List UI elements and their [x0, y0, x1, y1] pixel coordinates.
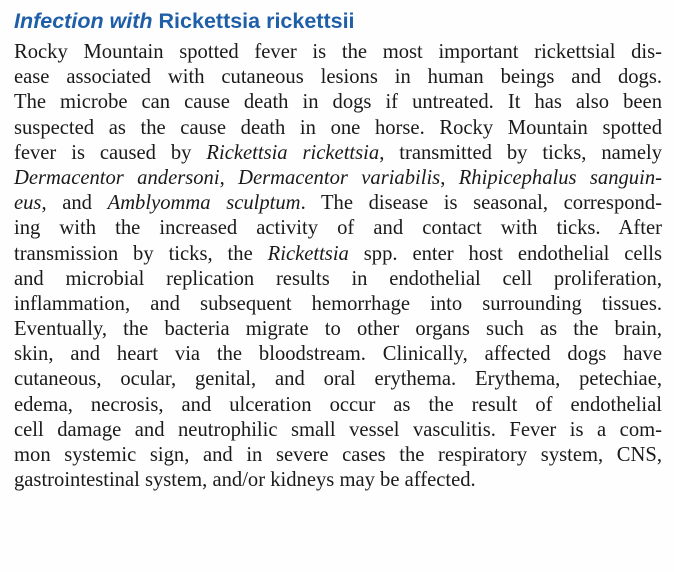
text-line: [14, 292, 662, 317]
text-line: [14, 166, 662, 191]
heading-organism: Rickettsia rickettsii: [158, 9, 355, 33]
italic-term: Rhipicephalus sanguin-: [458, 166, 662, 189]
text-run: , transmitted by ticks, namely: [379, 141, 662, 164]
text-run: and microbial replication results in endothelial cell proliferation,: [14, 267, 662, 290]
text-run: fever is caused by: [14, 141, 207, 164]
text-line: [14, 468, 662, 493]
text-line: [14, 342, 662, 367]
text-run: Rocky Mountain spotted fever is the most important rickettsial dis-: [14, 41, 662, 63]
text-run: The microbe can cause death in dogs if untreated. It has also been: [14, 91, 662, 114]
italic-term: Rickettsia: [267, 242, 349, 265]
text-line: [14, 317, 662, 342]
text-run: ease associated with cutaneous lesions in human beings and dogs.: [14, 66, 662, 89]
text-run: Eventually, the bacteria migrate to other organs such as the brain,: [14, 318, 662, 341]
text-run: ,: [219, 166, 239, 189]
heading-lead: Infection with: [14, 9, 159, 33]
text-line: [14, 40, 662, 65]
italic-term: Dermacentor variabilis: [238, 166, 441, 189]
text-line: [14, 418, 662, 443]
text-run: cutaneous, ocular, genital, and oral erythema. Erythema, petechiae,: [14, 368, 662, 391]
text-run: inflammation, and subsequent hemorrhage into surrounding tissues.: [14, 292, 662, 315]
text-line: [14, 90, 662, 115]
text-run: , and: [41, 192, 108, 215]
text-run: gastrointestinal system, and/or kidneys may be affected.: [14, 469, 476, 492]
section-heading: [14, 8, 355, 34]
text-line: [14, 116, 662, 141]
text-line: [14, 443, 662, 468]
italic-term: Rickettsia rickettsia: [206, 141, 380, 164]
text-run: mon systemic sign, and in severe cases the respiratory system, CNS,: [14, 444, 662, 466]
text-line: [14, 393, 662, 418]
text-line: [14, 191, 662, 216]
text-run: skin, and heart via the bloodstream. Clinically, affected dogs have: [14, 343, 662, 366]
text-run: ,: [440, 166, 459, 189]
text-line: [14, 242, 662, 267]
text-line: [14, 216, 662, 241]
text-run: spp. enter host endothelial cells: [348, 242, 662, 265]
text-run: . The disease is seasonal, correspond-: [300, 192, 662, 215]
text-run: edema, necrosis, and ulceration occur as the result of endothelial: [14, 393, 662, 416]
text-line: [14, 367, 662, 392]
text-run: suspected as the cause death in one horse. Rocky Mountain spotted: [14, 116, 662, 139]
text-line: [14, 141, 662, 166]
text-run: transmission by ticks, the: [14, 242, 268, 265]
text-run: cell damage and neutrophilic small vessel vasculitis. Fever is a com-: [14, 418, 662, 441]
text-run: ing with the increased activity of and contact with ticks. After: [14, 217, 662, 240]
italic-term: eus: [14, 192, 42, 215]
italic-term: Amblyomma sculptum: [107, 192, 301, 215]
text-line: [14, 267, 662, 292]
italic-term: Dermacentor andersoni: [14, 166, 220, 189]
text-line: [14, 65, 662, 90]
body-paragraph: [14, 40, 662, 493]
